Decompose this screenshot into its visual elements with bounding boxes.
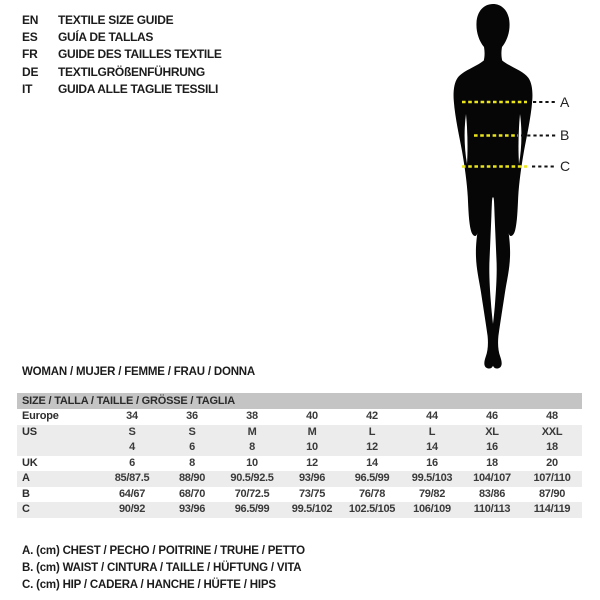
size-cell: M xyxy=(307,425,317,438)
table-row xyxy=(17,440,582,456)
size-cell: 90/92 xyxy=(118,503,146,515)
language-code: EN xyxy=(22,12,39,27)
size-cell: M xyxy=(247,425,257,438)
size-cell: 114/119 xyxy=(533,503,571,515)
size-cell: 85/87.5 xyxy=(114,472,150,484)
size-cell: 48 xyxy=(546,410,558,422)
row-label xyxy=(17,440,102,456)
size-cell: 20 xyxy=(546,456,558,469)
legend-hip: C. (cm) HIP / CADERA / HANCHE / HÜFTE / HIPS xyxy=(22,579,276,591)
size-cell: 16 xyxy=(486,441,498,453)
size-cell: 6 xyxy=(189,441,195,453)
guide-title-en: TEXTILE SIZE GUIDE xyxy=(58,12,174,27)
table-row xyxy=(17,502,582,518)
size-table-body xyxy=(17,409,582,518)
size-cell: L xyxy=(428,425,436,438)
guide-title-de: TEXTILGRÖßENFÜHRUNG xyxy=(58,64,205,79)
size-cell: 34 xyxy=(126,410,138,422)
table-title: WOMAN / MUJER / FEMME / FRAU / DONNA xyxy=(22,366,256,378)
table-row xyxy=(17,487,582,503)
size-cell: L xyxy=(368,425,376,438)
size-cell: 93/96 xyxy=(178,503,206,515)
legend-waist: B. (cm) WAIST / CINTURA / TAILLE / HÜFTUNG / VITA xyxy=(22,562,302,574)
size-cell: 70/72.5 xyxy=(234,487,270,500)
marker-label-a: A xyxy=(560,94,570,110)
marker-label-b: B xyxy=(560,127,570,143)
woman-silhouette-icon xyxy=(418,0,568,380)
row-label: C xyxy=(22,503,30,515)
size-cell: 90.5/92.5 xyxy=(230,472,274,484)
size-cell: 102.5/105 xyxy=(348,503,396,515)
size-cell: S xyxy=(188,425,196,438)
legend-chest: A. (cm) CHEST / PECHO / POITRINE / TRUHE / PETTO xyxy=(22,545,305,557)
size-cell: 96.5/99 xyxy=(234,503,270,515)
size-cell: 40 xyxy=(306,410,318,422)
size-cell: 36 xyxy=(186,410,198,422)
size-cell: 46 xyxy=(486,410,498,422)
language-code: IT xyxy=(22,81,33,96)
size-cell: 93/96 xyxy=(298,472,326,484)
size-cell: 42 xyxy=(366,410,378,422)
size-cell: 38 xyxy=(246,410,258,422)
silhouette-body xyxy=(454,4,533,368)
size-cell: 99.5/103 xyxy=(411,472,453,484)
size-table xyxy=(17,393,582,518)
size-cell: 76/78 xyxy=(358,487,386,500)
size-cell: 6 xyxy=(129,456,135,469)
measurement-legend xyxy=(22,543,305,594)
size-cell: 10 xyxy=(246,456,258,469)
size-cell: 73/75 xyxy=(298,487,326,500)
guide-title-it: GUIDA ALLE TAGLIE TESSILI xyxy=(58,81,219,96)
size-cell: S xyxy=(128,425,136,438)
size-cell: 83/86 xyxy=(478,487,506,500)
size-cell: 18 xyxy=(486,456,498,469)
size-cell: 104/107 xyxy=(473,472,511,484)
size-cell: 18 xyxy=(546,441,558,453)
size-cell: 68/70 xyxy=(178,487,206,500)
size-cell: 64/67 xyxy=(118,487,146,500)
row-label: A xyxy=(22,472,30,484)
size-cell: 96.5/99 xyxy=(354,472,390,484)
size-cell: 14 xyxy=(426,441,438,453)
size-cell: 14 xyxy=(366,456,378,469)
row-label: US xyxy=(22,425,37,438)
language-code: ES xyxy=(22,29,38,44)
language-code: DE xyxy=(22,64,39,79)
size-cell: 8 xyxy=(249,441,255,453)
size-cell: 12 xyxy=(306,456,318,469)
size-cell: 88/90 xyxy=(178,472,206,484)
marker-label-c: C xyxy=(560,158,571,174)
language-code: FR xyxy=(22,47,38,62)
size-cell: 107/110 xyxy=(533,472,571,484)
size-cell: 87/90 xyxy=(538,487,566,500)
row-label: Europe xyxy=(22,410,59,422)
row-label: B xyxy=(22,487,30,500)
size-cell: 110/113 xyxy=(473,503,511,515)
size-cell: 12 xyxy=(366,441,378,453)
size-cell: XL xyxy=(485,425,499,438)
size-cell: 16 xyxy=(426,456,438,469)
size-cell: 8 xyxy=(189,456,195,469)
table-row xyxy=(17,409,582,425)
table-row xyxy=(17,456,582,472)
guide-title-fr: GUIDE DES TAILLES TEXTILE xyxy=(58,47,222,62)
size-table-header: SIZE / TALLA / TAILLE / GRÖSSE / TAGLIA xyxy=(17,393,582,409)
size-cell: 4 xyxy=(129,441,135,453)
size-cell: 99.5/102 xyxy=(291,503,333,515)
table-row xyxy=(17,471,582,487)
size-cell: 10 xyxy=(306,441,318,453)
row-label: UK xyxy=(22,456,38,469)
size-cell: 106/109 xyxy=(413,503,451,515)
guide-title-es: GUÍA DE TALLAS xyxy=(58,29,154,44)
size-cell: 44 xyxy=(426,410,438,422)
table-row xyxy=(17,425,582,441)
size-cell: 79/82 xyxy=(418,487,446,500)
size-cell: XXL xyxy=(541,425,563,438)
